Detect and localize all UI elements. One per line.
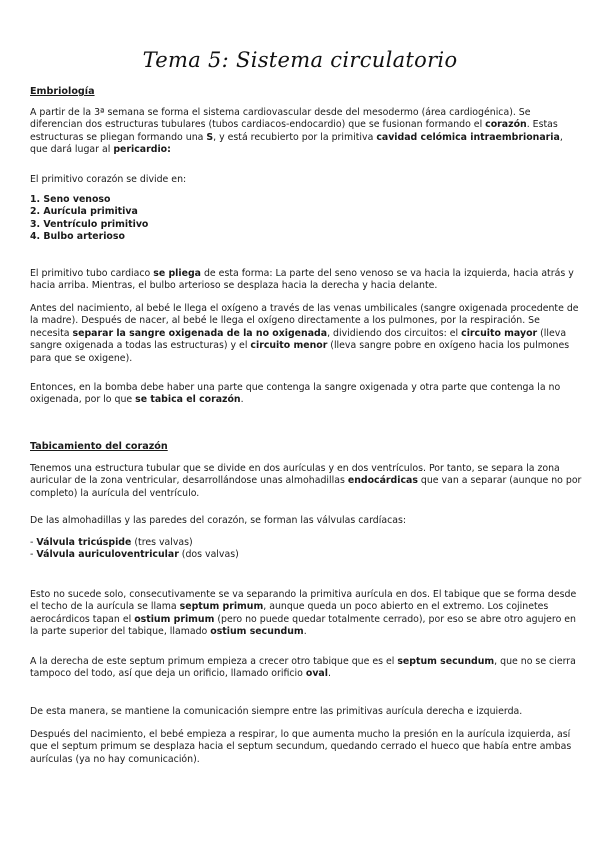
list-item: - Válvula auriculoventricular (dos valvas): [30, 549, 239, 561]
paragraph-embrio-4: Antes del nacimiento, al bebé le llega el oxígeno a través de las venas umbilicales (sangre oxigenada procedente de la madre). Después de nacer, al bebé le llega el oxígeno directamente a los pulmones, por la respiración. Se necesita separar la sangre oxigenada de la no oxigenada, dividiendo dos circuitos: el circuito mayor (lleva sangre oxigenada a todas las estructuras) y el circuito menor (lleva sangre pobre en oxígeno hacia los pulmones para que se oxigene).: [30, 303, 579, 364]
paragraph-tabic-6: Después del nacimiento, el bebé empieza a respirar, lo que aumenta mucho la presión en la aurícula izquierda, así que el septum primum se desplaza hacia el septum secundum, quedando cerrado el hueco que había entre ambas aurículas (ya no hay comunicación).: [30, 729, 572, 765]
paragraph-tabic-4: A la derecha de este septum primum empieza a crecer otro tabique que es el septum secundum, que no se cierra tampoco del todo, así que deja un orificio, llamado orificio oval.: [30, 656, 576, 680]
paragraph-embrio-3: El primitivo tubo cardiaco se pliega de esta forma: La parte del seno venoso se va hacia la izquierda, hacia atrás y hacia arriba. Mientras, el bulbo arterioso se desplaza hacia la derecha y hacia delante.: [30, 268, 574, 292]
paragraph-embrio-2: El primitivo corazón se divide en:: [30, 174, 187, 185]
section-heading-embriologia: Embriología: [30, 86, 95, 97]
list-item: 4. Bulbo arterioso: [30, 231, 125, 243]
heart-parts-list: [30, 194, 582, 244]
paragraph-embrio-5: Entonces, en la bomba debe haber una parte que contenga la sangre oxigenada y otra parte que contenga la no oxigenada, por lo que se tabica el corazón.: [30, 382, 561, 406]
list-item: - Válvula tricúspide (tres valvas): [30, 537, 193, 548]
list-item: 3. Ventrículo primitivo: [30, 218, 149, 230]
list-item: 2. Aurícula primitiva: [30, 206, 138, 218]
paragraph-tabic-3: Esto no sucede solo, consecutivamente se va separando la primitiva aurícula en dos. El tabique que se forma desde el techo de la aurícula se llama septum primum, aunque queda un poco abierto en el extremo. Los cojinetes aerocárdicos tapan el ostium primum (pero no puede quedar totalmente cerrado), por eso se abre otro agujero en la parte superior del tabique, llamado ostium secundum.: [30, 589, 577, 638]
page-title: Tema 5: Sistema circulatorio: [142, 48, 458, 72]
list-item: 1. Seno venoso: [30, 194, 111, 205]
valve-list: [30, 537, 582, 562]
paragraph-tabic-1: Tenemos una estructura tubular que se divide en dos aurículas y en dos ventrículos. Por tanto, se separa la zona auricular de la zona ventricular, desarrollándose unas almohadillas endocárdicas que van a separar (aunque no por completo) la aurícula del ventrículo.: [30, 463, 582, 499]
paragraph-embrio-1: A partir de la 3ª semana se forma el sistema cardiovascular desde del mesodermo (área cardiogénica). Se diferencian dos estructuras tubulares (tubos cardiacos-endocardio) que se fusionan formando el corazón. Estas estructuras se pliegan formando una S, y está recubierto por la primitiva cavidad celómica intraembrionaria, que dará lugar al pericardio:: [30, 107, 563, 156]
section-heading-tabicamiento: Tabicamiento del corazón: [30, 441, 168, 452]
paragraph-tabic-5: De esta manera, se mantiene la comunicación siempre entre las primitivas aurícula derecha e izquierda.: [30, 706, 523, 717]
paragraph-tabic-2: De las almohadillas y las paredes del corazón, se forman las válvulas cardíacas:: [30, 515, 407, 526]
